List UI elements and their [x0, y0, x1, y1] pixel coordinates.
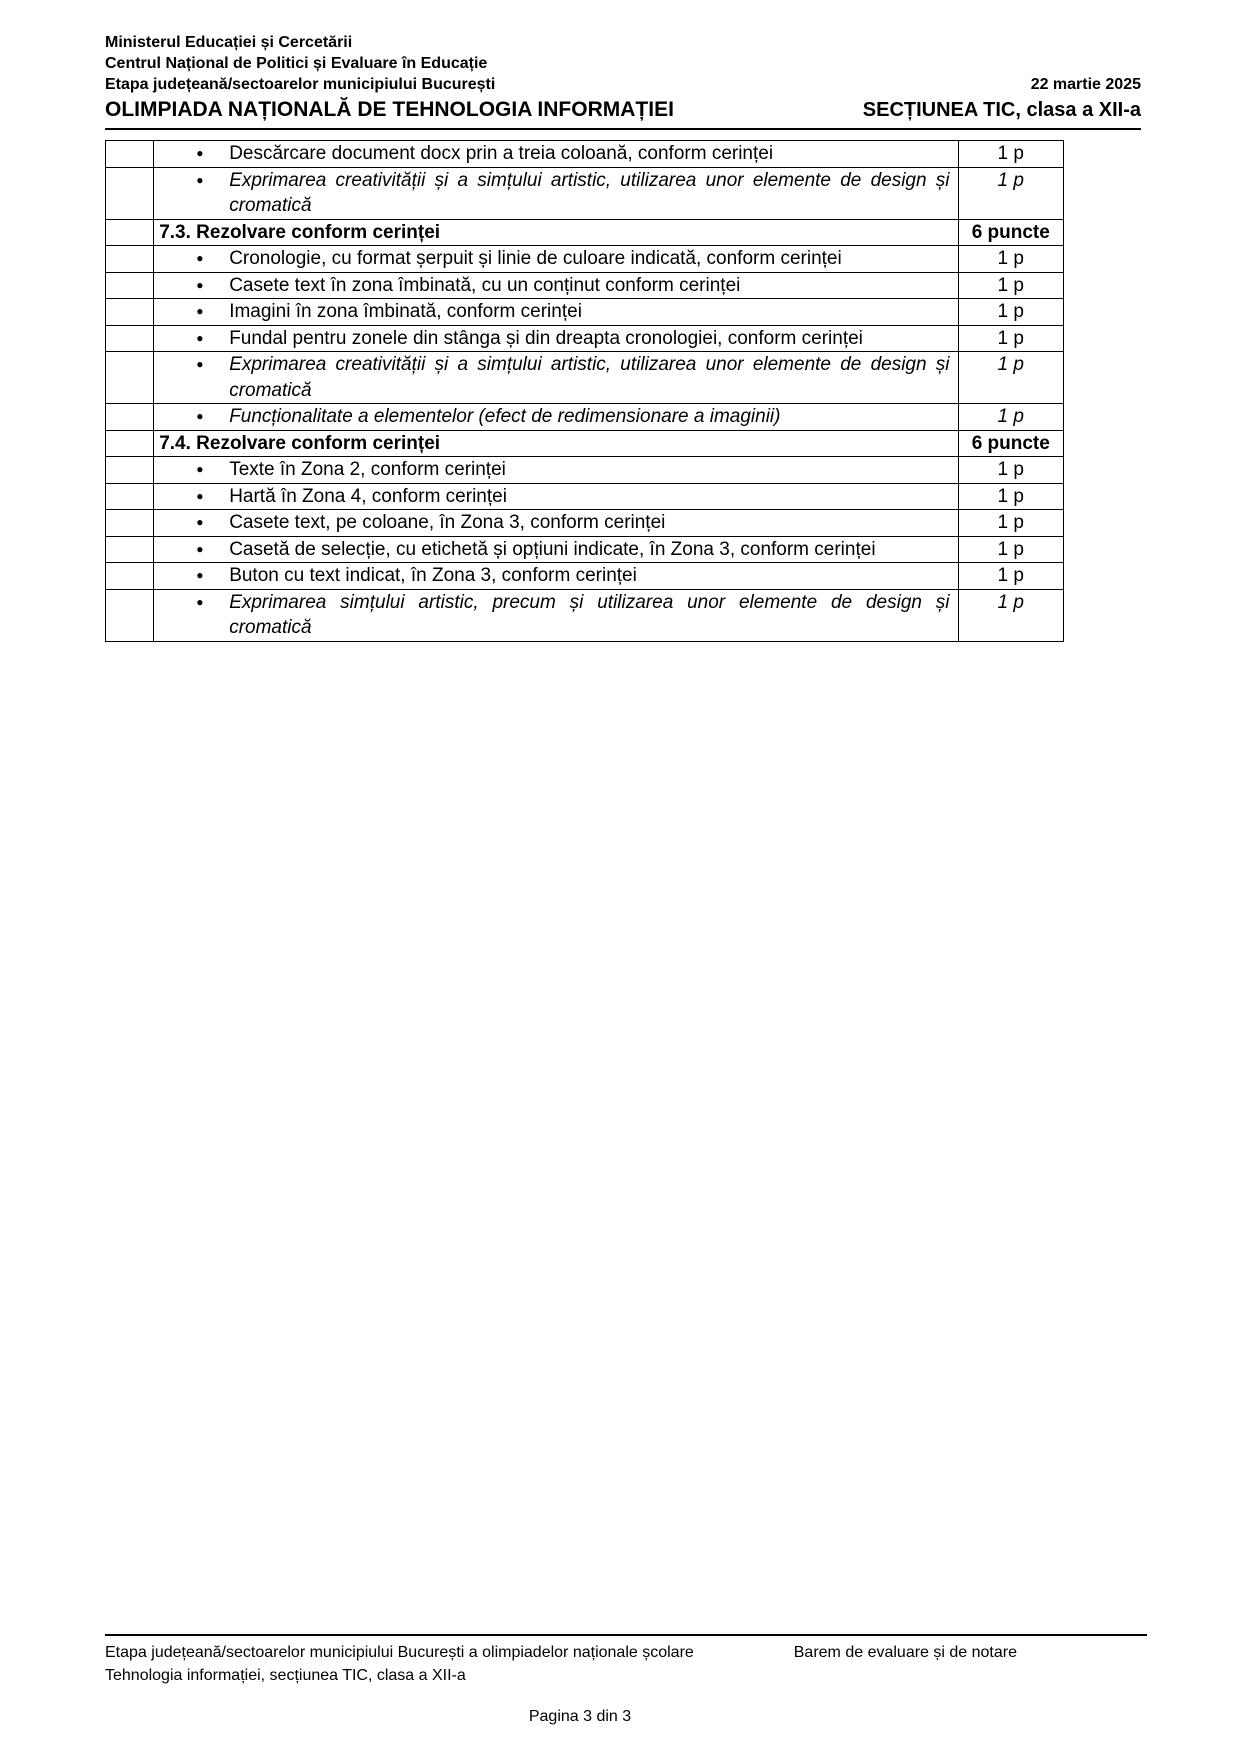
bullet-icon: ● — [196, 277, 204, 292]
criterion-row — [106, 510, 1064, 537]
points-cell: 6 puncte — [958, 219, 1063, 246]
empty-number-cell — [106, 457, 154, 484]
criterion-text: Casete text în zona îmbinată, cu un conținut conform cerinței — [229, 274, 741, 296]
bullet-icon: ● — [196, 304, 204, 318]
criterion-cell — [154, 272, 958, 299]
criterion-line — [154, 273, 957, 299]
rubric-table — [105, 140, 1064, 642]
criterion-text: Exprimarea creativității și a simțului artistic, utilizarea unor elemente de design și cromatică — [229, 169, 950, 216]
section-header-row — [106, 430, 1064, 457]
criterion-text: Casetă de selecție, cu etichetă și opțiuni indicate, în Zona 3, conform cerinței — [229, 538, 876, 560]
criterion-row — [106, 563, 1064, 590]
bullet-icon: ● — [196, 568, 204, 582]
bullet-icon: ● — [196, 462, 204, 476]
criterion-row — [106, 404, 1064, 431]
page-number: Pagina 3 din 3 — [528, 1708, 632, 1725]
empty-number-cell — [106, 404, 154, 431]
criterion-row — [106, 141, 1064, 168]
criterion-cell — [154, 325, 958, 352]
criterion-text: Casete text, pe coloane, în Zona 3, conform cerinței — [229, 512, 666, 533]
empty-number-cell — [106, 299, 154, 326]
footer-barem-label: Barem de evaluare și de notare — [793, 1644, 1017, 1661]
empty-number-cell — [106, 536, 154, 563]
bullet-icon: ● — [196, 357, 204, 371]
points-cell: 1 p — [958, 325, 1063, 352]
empty-number-cell — [106, 430, 154, 457]
criterion-line — [154, 510, 957, 536]
criterion-row — [106, 299, 1064, 326]
criterion-row — [106, 167, 1064, 219]
points-cell: 1 p — [958, 536, 1063, 563]
bullet-icon: ● — [196, 409, 204, 423]
bullet-icon: ● — [196, 515, 204, 529]
header-stage: Etapa județeană/sectoarelor municipiului București — [105, 76, 496, 93]
criterion-cell — [154, 141, 958, 168]
criterion-line — [154, 537, 957, 563]
empty-number-cell — [106, 352, 154, 404]
bullet-icon: ● — [196, 541, 204, 556]
bullet-icon: ● — [196, 172, 204, 187]
points-cell: 1 p — [958, 457, 1063, 484]
criterion-line — [154, 246, 957, 272]
criterion-text: Descărcare document docx prin a treia coloană, conform cerinței — [229, 143, 774, 164]
section-header-row — [106, 219, 1064, 246]
bullet-icon: ● — [196, 488, 204, 503]
criterion-line — [154, 404, 957, 430]
criterion-text: Exprimarea simțului artistic, precum și utilizarea unor elemente de design și cromatică — [229, 591, 950, 638]
criterion-cell — [154, 246, 958, 273]
section-title-cell — [154, 219, 958, 246]
empty-number-cell — [106, 167, 154, 219]
criterion-text: Texte în Zona 2, conform cerinței — [229, 459, 506, 480]
empty-number-cell — [106, 219, 154, 246]
points-cell: 1 p — [958, 246, 1063, 273]
header-center: Centrul Național de Politici și Evaluare în Educație — [105, 55, 488, 72]
criterion-cell — [154, 299, 958, 326]
criterion-row — [106, 457, 1064, 484]
criterion-cell — [154, 536, 958, 563]
points-cell: 1 p — [958, 483, 1063, 510]
points-cell: 1 p — [958, 299, 1063, 326]
page-header — [105, 32, 1141, 130]
footer-stage-line: Etapa județeană/sectoarelor municipiului București a olimpiadelor naționale școlare — [105, 1644, 694, 1661]
bullet-icon: ● — [196, 330, 204, 345]
criterion-cell — [154, 563, 958, 590]
empty-number-cell — [106, 246, 154, 273]
criterion-line — [154, 563, 957, 589]
criterion-text: Cronologie, cu format șerpuit și linie de culoare indicată, conform cerinței — [229, 248, 842, 269]
criterion-cell — [154, 404, 958, 431]
criterion-cell — [154, 167, 958, 219]
empty-number-cell — [106, 589, 154, 641]
empty-number-cell — [106, 272, 154, 299]
criterion-line — [154, 299, 957, 325]
criterion-cell — [154, 352, 958, 404]
criterion-row — [106, 246, 1064, 273]
criterion-text: Exprimarea creativității și a simțului artistic, utilizarea unor elemente de design și cromatică — [229, 354, 950, 401]
empty-number-cell — [106, 483, 154, 510]
criterion-cell — [154, 457, 958, 484]
points-cell: 1 p — [958, 167, 1063, 219]
points-cell: 6 puncte — [958, 430, 1063, 457]
bullet-icon: ● — [196, 251, 204, 265]
section-title: 7.3. Rezolvare conform cerinței — [159, 221, 441, 243]
criterion-text: Fundal pentru zonele din stânga și din dreapta cronologiei, conform cerinței — [229, 327, 863, 349]
criterion-line — [154, 352, 957, 403]
header-title: OLIMPIADA NAȚIONALĂ DE TEHNOLOGIA INFORMAȚIEI — [105, 98, 674, 121]
page-footer — [105, 1634, 1147, 1687]
points-cell: 1 p — [958, 352, 1063, 404]
criterion-line — [154, 457, 957, 483]
empty-number-cell — [106, 141, 154, 168]
criterion-cell — [154, 483, 958, 510]
empty-number-cell — [106, 563, 154, 590]
criterion-row — [106, 325, 1064, 352]
criterion-text: Buton cu text indicat, în Zona 3, conform cerinței — [229, 565, 637, 586]
criterion-row — [106, 536, 1064, 563]
criterion-line — [154, 326, 957, 352]
bullet-icon: ● — [196, 146, 204, 160]
criterion-cell — [154, 510, 958, 537]
points-cell: 1 p — [958, 589, 1063, 641]
criterion-text: Hartă în Zona 4, conform cerinței — [229, 485, 507, 507]
section-title: 7.4. Rezolvare conform cerinței — [159, 432, 441, 454]
points-cell: 1 p — [958, 563, 1063, 590]
criterion-line — [154, 168, 957, 219]
criterion-row — [106, 352, 1064, 404]
criterion-row — [106, 272, 1064, 299]
points-cell: 1 p — [958, 272, 1063, 299]
header-ministry: Ministerul Educației și Cercetării — [105, 34, 353, 51]
bullet-icon: ● — [196, 594, 204, 609]
empty-number-cell — [106, 510, 154, 537]
footer-subject-line: Tehnologia informației, secțiunea TIC, clasa a XII-a — [105, 1667, 466, 1684]
points-cell: 1 p — [958, 510, 1063, 537]
criterion-line — [154, 141, 957, 167]
criterion-row — [106, 483, 1064, 510]
section-title-cell — [154, 430, 958, 457]
points-cell: 1 p — [958, 141, 1063, 168]
empty-number-cell — [106, 325, 154, 352]
criterion-row — [106, 589, 1064, 641]
rubric-table-body — [106, 141, 1064, 642]
criterion-text: Funcționalitate a elementelor (efect de redimensionare a imaginii) — [229, 406, 781, 427]
criterion-cell — [154, 589, 958, 641]
criterion-line — [154, 484, 957, 510]
criterion-text: Imagini în zona îmbinată, conform cerinței — [229, 301, 582, 322]
points-cell: 1 p — [958, 404, 1063, 431]
header-date: 22 martie 2025 — [1030, 76, 1141, 93]
criterion-line — [154, 590, 957, 641]
header-section: SECȚIUNEA TIC, clasa a XII-a — [862, 99, 1141, 121]
